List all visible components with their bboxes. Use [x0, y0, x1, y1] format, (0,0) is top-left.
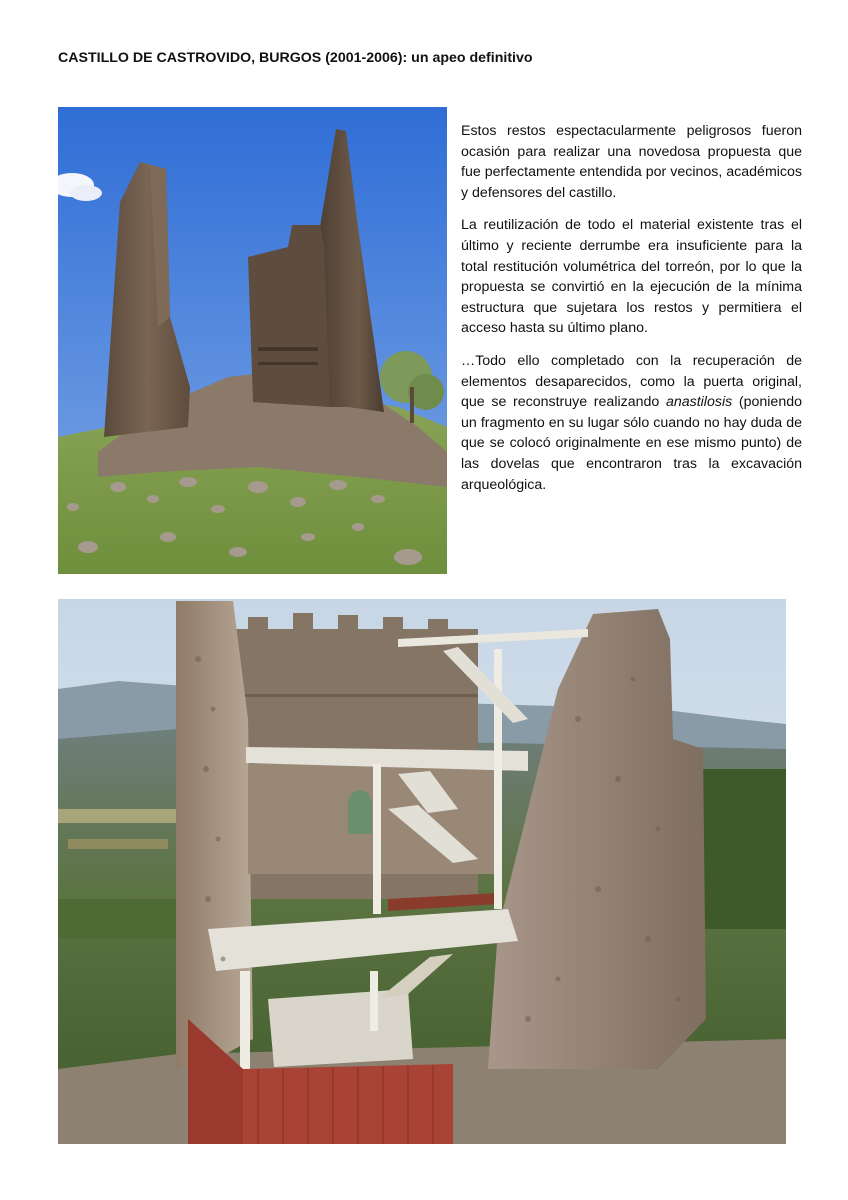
ruined-castle-photo — [58, 107, 447, 574]
paragraph-1: Estos restos espectacularmente peligrosos fueron ocasión para realizar una novedosa propuesta que fue perfectamente entendida por vecinos, académicos y defensores del castillo. — [461, 123, 802, 201]
paragraph-3 — [461, 351, 802, 495]
restored-tower-photo — [58, 599, 786, 1144]
page-title: CASTILLO DE CASTROVIDO, BURGOS (2001-2006): un apeo definitivo — [58, 50, 533, 66]
anastilosis-term: anastilosis — [665, 394, 733, 411]
paragraph-3-part-2: (poniendo un fragmento en su lugar sólo cuando no hay duda de que se colocó originalmente en ese mismo punto) de las dovelas que encontraron tras la excavación arqueológica. — [461, 394, 802, 493]
paragraph-2: La reutilización de todo el material existente tras el último y reciente derrumbe era insuficiente para la total restitución volumétrica del torreón, por lo que la propuesta se convirtió en la ejecución de la mínima estructura que sujetara los restos y permitiera el acceso hasta su último plano. — [461, 217, 802, 337]
paragraph-3-part-1: …Todo ello completado con la recuperación de elementos desaparecidos, como la puerta original, que se reconstruye realizando — [461, 352, 802, 411]
description-text — [461, 121, 802, 507]
